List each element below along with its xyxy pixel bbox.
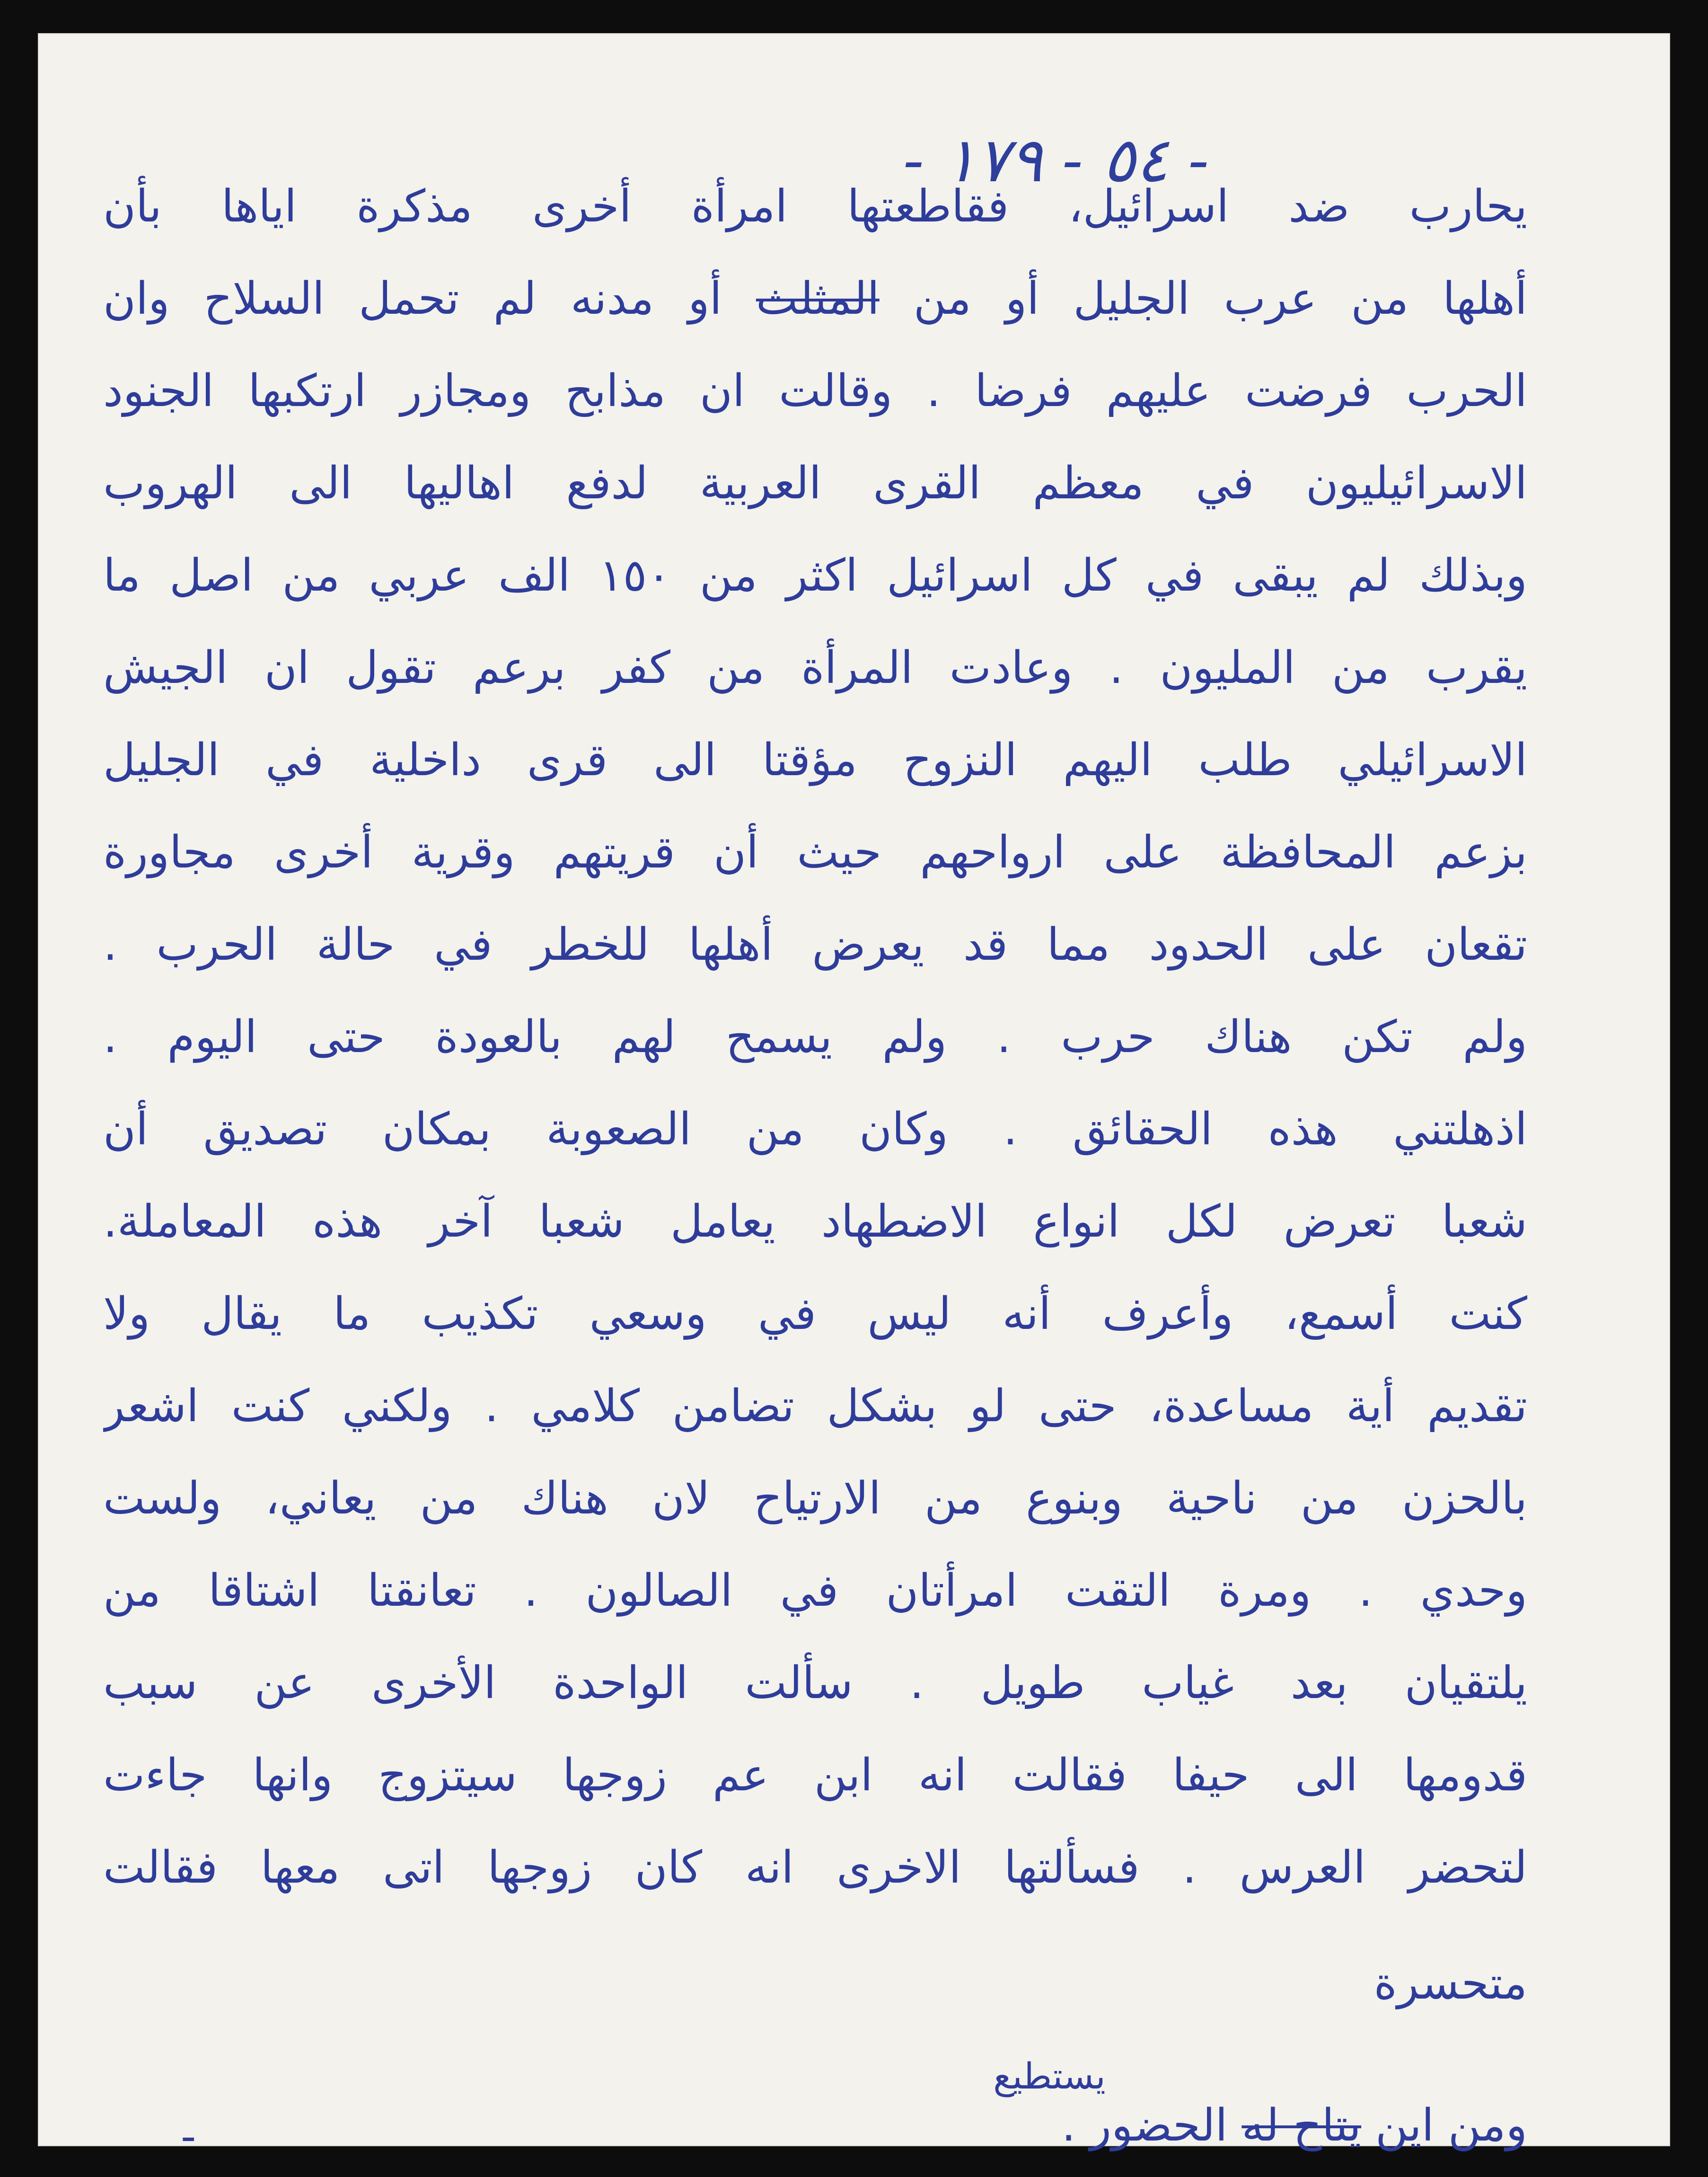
text-line-1: يحارب ضد اسرائيل، فقاطعتها امرأة أخرى مذكرة اياها بأن — [103, 181, 1527, 232]
manuscript-page — [38, 33, 1670, 2161]
text-line-15: بالحزن من ناحية وبنوع من الارتياح لان هناك من يعاني، ولست — [103, 1473, 1527, 1524]
text-line-16: وحدي . ومرة التقت امرأتان في الصالون . تعانقتا اشتاقا من — [103, 1565, 1527, 1617]
trailing-dash: - — [181, 2112, 196, 2161]
text-line-11: اذهلتني هذه الحقائق . وكان من الصعوبة بمكان تصديق أن — [103, 1104, 1527, 1155]
text-line-10: ولم تكن هناك حرب . ولم يسمح لهم بالعودة حتى اليوم . — [103, 1011, 1527, 1063]
struck-text: يتاح له — [1241, 2100, 1362, 2151]
text-line-21: ومن اين يتاح له الحضور . — [1061, 2100, 1527, 2151]
text-line-20: متحسرة — [1373, 1958, 1527, 2009]
page-number: - ٥٤ - ١٧٩ - — [903, 124, 1209, 196]
text-line-13: كنت أسمع، وأعرف أنه ليس في وسعي تكذيب ما يقال ولا — [103, 1288, 1527, 1340]
text-line-8: بزعم المحافظة على ارواحهم حيث أن قريتهم وقرية أخرى مجاورة — [103, 827, 1527, 878]
text-line-7: الاسرائيلي طلب اليهم النزوح مؤقتا الى قرى داخلية في الجليل — [103, 735, 1527, 786]
text-line-2: أهلها من عرب الجليل أو من المثلث أو مدنه لم تحمل السلاح وان — [103, 273, 1527, 325]
text-line-6: يقرب من المليون . وعادت المرأة من كفر برعم تقول ان الجيش — [103, 642, 1527, 694]
text-line-3: الحرب فرضت عليهم فرضا . وقالت ان مذابح ومجازر ارتكبها الجنود — [103, 365, 1527, 417]
text-line-4: الاسرائيليون في معظم القرى العربية لدفع اهاليها الى الهروب — [103, 458, 1527, 509]
text-line-18: قدومها الى حيفا فقالت انه ابن عم زوجها سيتزوج وانها جاءت — [103, 1750, 1527, 1801]
text-line-17: يلتقيان بعد غياب طويل . سألت الواحدة الأخرى عن سبب — [103, 1657, 1527, 1709]
text-line-5: وبذلك لم يبقى في كل اسرائيل اكثر من ١٥٠ الف عربي من اصل ما — [103, 550, 1527, 602]
text-line-9: تقعان على الحدود مما قد يعرض أهلها للخطر في حالة الحرب . — [103, 919, 1527, 971]
text-line-12: شعبا تعرض لكل انواع الاضطهاد يعامل شعبا آخر هذه المعاملة. — [103, 1196, 1527, 1248]
text-line-19: لتحضر العرس . فسألتها الاخرى انه كان زوجها اتى معها فقالت — [103, 1842, 1527, 1894]
inserted-word: يستطيع — [993, 2055, 1106, 2097]
text-line-14: تقديم أية مساعدة، حتى لو بشكل تضامن كلامي . ولكني كنت اشعر — [103, 1381, 1527, 1432]
struck-text: المثلث — [756, 273, 880, 325]
